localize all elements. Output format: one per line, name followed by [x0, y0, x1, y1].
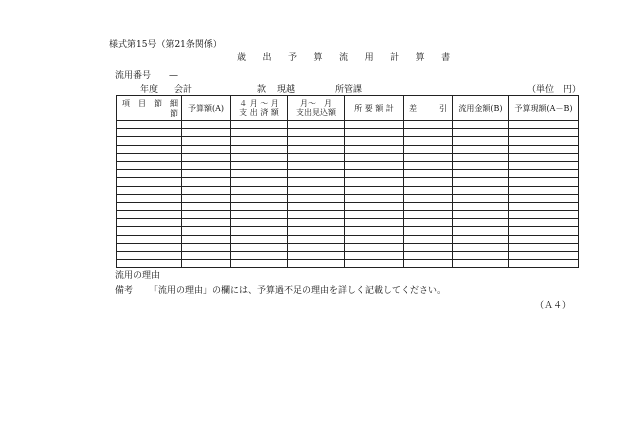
table-cell[interactable]	[509, 235, 579, 243]
table-row	[117, 202, 579, 210]
table-cell[interactable]	[288, 235, 345, 243]
table-cell[interactable]	[509, 145, 579, 153]
table-cell[interactable]	[453, 235, 509, 243]
table-cell[interactable]	[117, 211, 182, 219]
table-row	[117, 219, 579, 227]
table-cell[interactable]	[404, 243, 453, 251]
table-cell[interactable]	[117, 145, 182, 153]
table-row	[117, 121, 579, 129]
table-cell[interactable]	[509, 219, 579, 227]
table-cell[interactable]	[509, 153, 579, 161]
table-cell[interactable]	[345, 137, 404, 145]
table-cell[interactable]	[231, 121, 288, 129]
table-cell[interactable]	[453, 243, 509, 251]
title-char: 流	[339, 53, 349, 63]
header-transfer-amount: 流用金額(B)	[453, 96, 509, 121]
year-label: 年度	[140, 85, 159, 95]
title-char: 算	[415, 53, 425, 63]
table-cell[interactable]	[345, 227, 404, 235]
table-cell[interactable]	[345, 129, 404, 137]
table-cell[interactable]	[231, 145, 288, 153]
kan-label: 款	[257, 85, 267, 95]
table-cell[interactable]	[231, 227, 288, 235]
table-cell[interactable]	[509, 202, 579, 210]
table-cell[interactable]	[404, 202, 453, 210]
table-cell[interactable]	[182, 219, 231, 227]
table-cell[interactable]	[182, 243, 231, 251]
table-cell[interactable]	[182, 260, 231, 268]
table-cell[interactable]	[182, 211, 231, 219]
table-cell[interactable]	[288, 121, 345, 129]
table-cell[interactable]	[117, 202, 182, 210]
title-char: 用	[364, 53, 374, 63]
table-cell[interactable]	[345, 121, 404, 129]
table-cell[interactable]	[182, 252, 231, 260]
table-cell[interactable]	[231, 211, 288, 219]
table-cell[interactable]	[345, 170, 404, 178]
header-budget: 予算額(A)	[182, 96, 231, 121]
table-cell[interactable]	[288, 243, 345, 251]
budget-transfer-table	[116, 95, 579, 268]
unit-label: （単位 円）	[527, 85, 582, 95]
table-cell[interactable]	[117, 129, 182, 137]
table-cell[interactable]	[288, 219, 345, 227]
table-cell[interactable]	[288, 252, 345, 260]
table-cell[interactable]	[453, 137, 509, 145]
reason-label: 流用の理由	[115, 271, 161, 281]
table-cell[interactable]	[404, 178, 453, 186]
table-cell[interactable]	[404, 161, 453, 169]
table-cell[interactable]	[288, 153, 345, 161]
fund-number-label: 流用番号	[115, 71, 152, 81]
table-cell[interactable]	[509, 170, 579, 178]
table-cell[interactable]	[345, 186, 404, 194]
table-cell[interactable]	[345, 161, 404, 169]
table-row	[117, 186, 579, 194]
table-cell[interactable]	[182, 202, 231, 210]
table-cell[interactable]	[404, 153, 453, 161]
table-row	[117, 137, 579, 145]
table-cell[interactable]	[231, 243, 288, 251]
table-cell[interactable]	[345, 202, 404, 210]
table-cell[interactable]	[509, 129, 579, 137]
table-cell[interactable]	[404, 227, 453, 235]
table-row	[117, 129, 579, 137]
table-cell[interactable]	[182, 178, 231, 186]
header-forecast-line2: 支出見込額	[296, 108, 336, 117]
table-cell[interactable]	[453, 186, 509, 194]
header-forecast-line1: 月～ 月	[300, 99, 332, 108]
header-item	[117, 96, 182, 121]
table-cell[interactable]	[231, 137, 288, 145]
table-cell[interactable]	[288, 186, 345, 194]
table-row	[117, 252, 579, 260]
table-cell[interactable]	[404, 260, 453, 268]
table-cell[interactable]	[509, 178, 579, 186]
table-cell[interactable]	[404, 145, 453, 153]
table-cell[interactable]	[231, 186, 288, 194]
account-label: 会計	[174, 85, 193, 95]
table-cell[interactable]	[117, 137, 182, 145]
table-row	[117, 243, 579, 251]
table-cell[interactable]	[404, 235, 453, 243]
table-cell[interactable]	[231, 202, 288, 210]
table-cell[interactable]	[288, 260, 345, 268]
table-cell[interactable]	[182, 161, 231, 169]
table-cell[interactable]	[117, 153, 182, 161]
table-cell[interactable]	[117, 243, 182, 251]
header-current-budget: 予算現額(A－B)	[509, 96, 579, 121]
table-cell[interactable]	[453, 260, 509, 268]
table-cell[interactable]	[231, 235, 288, 243]
fund-number-value: —	[169, 71, 179, 81]
table-cell[interactable]	[509, 161, 579, 169]
table-cell[interactable]	[182, 170, 231, 178]
table-cell[interactable]	[288, 137, 345, 145]
table-cell[interactable]	[231, 260, 288, 268]
document-title	[237, 50, 450, 63]
table-cell[interactable]	[231, 219, 288, 227]
table-cell[interactable]	[288, 145, 345, 153]
table-cell[interactable]	[453, 161, 509, 169]
table-cell[interactable]	[453, 145, 509, 153]
table-cell[interactable]	[345, 211, 404, 219]
table-cell[interactable]	[509, 252, 579, 260]
table-cell[interactable]	[182, 121, 231, 129]
table-cell[interactable]	[288, 202, 345, 210]
table-cell[interactable]	[404, 194, 453, 202]
table-cell[interactable]	[345, 260, 404, 268]
table-cell[interactable]	[288, 178, 345, 186]
table-cell[interactable]	[231, 153, 288, 161]
table-cell[interactable]	[404, 211, 453, 219]
table-cell[interactable]	[117, 194, 182, 202]
table-cell[interactable]	[117, 178, 182, 186]
title-char: 計	[390, 53, 400, 63]
table-cell[interactable]	[453, 219, 509, 227]
table-cell[interactable]	[453, 202, 509, 210]
table-row	[117, 211, 579, 219]
title-char: 出	[262, 53, 272, 63]
table-cell[interactable]	[509, 186, 579, 194]
table-cell[interactable]	[509, 211, 579, 219]
title-char: 歳	[237, 53, 247, 63]
table-cell[interactable]	[345, 194, 404, 202]
header-item-detail: 細	[170, 99, 178, 108]
table-cell[interactable]	[453, 194, 509, 202]
table-cell[interactable]	[231, 178, 288, 186]
table-cell[interactable]	[345, 178, 404, 186]
table-cell[interactable]	[404, 129, 453, 137]
header-item-section: 節	[170, 109, 178, 118]
table-cell[interactable]	[117, 121, 182, 129]
table-cell[interactable]	[117, 227, 182, 235]
table-cell[interactable]	[182, 129, 231, 137]
title-char: 予	[288, 53, 298, 63]
table-cell[interactable]	[117, 219, 182, 227]
table-row	[117, 235, 579, 243]
table-cell[interactable]	[453, 170, 509, 178]
table-cell[interactable]	[509, 243, 579, 251]
header-difference	[404, 96, 453, 121]
table-cell[interactable]	[404, 137, 453, 145]
header-diff-b: 引	[439, 104, 447, 113]
table-cell[interactable]	[345, 235, 404, 243]
table-cell[interactable]	[231, 129, 288, 137]
table-cell[interactable]	[288, 170, 345, 178]
table-cell[interactable]	[509, 227, 579, 235]
table-cell[interactable]	[453, 153, 509, 161]
form-number: 様式第15号（第21条関係）	[109, 40, 222, 50]
table-cell[interactable]	[453, 178, 509, 186]
table-cell[interactable]	[453, 252, 509, 260]
table-cell[interactable]	[509, 121, 579, 129]
header-paid-line1: ４ 月 ～ 月	[239, 99, 279, 108]
table-row	[117, 145, 579, 153]
table-cell[interactable]	[117, 235, 182, 243]
table-cell[interactable]	[404, 186, 453, 194]
table-cell[interactable]	[288, 129, 345, 137]
header-diff-a: 差	[409, 104, 417, 113]
table-row	[117, 153, 579, 161]
table-cell[interactable]	[231, 170, 288, 178]
table-cell[interactable]	[509, 194, 579, 202]
header-paid	[231, 96, 288, 121]
table-cell[interactable]	[453, 227, 509, 235]
table-cell[interactable]	[182, 137, 231, 145]
table-cell[interactable]	[345, 252, 404, 260]
remark-label: 備考	[115, 286, 134, 296]
table-cell[interactable]	[182, 145, 231, 153]
header-item-label: 項 目 節	[122, 99, 162, 108]
table-cell[interactable]	[117, 170, 182, 178]
table-cell[interactable]	[345, 219, 404, 227]
table-cell[interactable]	[231, 161, 288, 169]
remark-line	[115, 283, 446, 296]
remark-text: 「流用の理由」の欄には、予算過不足の理由を詳しく記載してください。	[149, 286, 447, 296]
table-cell[interactable]	[509, 260, 579, 268]
table-cell[interactable]	[117, 260, 182, 268]
title-char: 書	[441, 53, 451, 63]
table-cell[interactable]	[231, 194, 288, 202]
title-char: 算	[313, 53, 323, 63]
header-required-total: 所 要 額 計	[345, 96, 404, 121]
fund-number-line	[115, 68, 178, 81]
table-cell[interactable]	[404, 252, 453, 260]
table-body	[117, 121, 579, 268]
table-cell[interactable]	[182, 194, 231, 202]
table-row	[117, 161, 579, 169]
table-row	[117, 260, 579, 268]
table-cell[interactable]	[404, 170, 453, 178]
table-cell[interactable]	[182, 153, 231, 161]
header-row	[117, 96, 579, 121]
table-cell[interactable]	[345, 243, 404, 251]
header-paid-line2: 支 出 済 額	[239, 108, 279, 117]
table-cell[interactable]	[453, 211, 509, 219]
paper-size: （Ａ４）	[535, 301, 572, 311]
table-cell[interactable]	[509, 137, 579, 145]
table-cell[interactable]	[117, 161, 182, 169]
table-cell[interactable]	[288, 194, 345, 202]
header-forecast	[288, 96, 345, 121]
table-cell[interactable]	[288, 227, 345, 235]
table-cell[interactable]	[345, 145, 404, 153]
table-row	[117, 178, 579, 186]
department-label: 所管課	[335, 85, 363, 95]
table-cell[interactable]	[345, 153, 404, 161]
table-row	[117, 194, 579, 202]
table-cell[interactable]	[182, 186, 231, 194]
table-cell[interactable]	[288, 161, 345, 169]
table-cell[interactable]	[231, 252, 288, 260]
table-cell[interactable]	[182, 227, 231, 235]
table-cell[interactable]	[453, 129, 509, 137]
table-cell[interactable]	[404, 219, 453, 227]
table-row	[117, 227, 579, 235]
table-cell[interactable]	[288, 211, 345, 219]
koumoku-label: 現越	[277, 85, 296, 95]
table-row	[117, 170, 579, 178]
table-cell[interactable]	[117, 186, 182, 194]
table-cell[interactable]	[404, 121, 453, 129]
table-cell[interactable]	[117, 252, 182, 260]
table-cell[interactable]	[182, 235, 231, 243]
table-cell[interactable]	[453, 121, 509, 129]
